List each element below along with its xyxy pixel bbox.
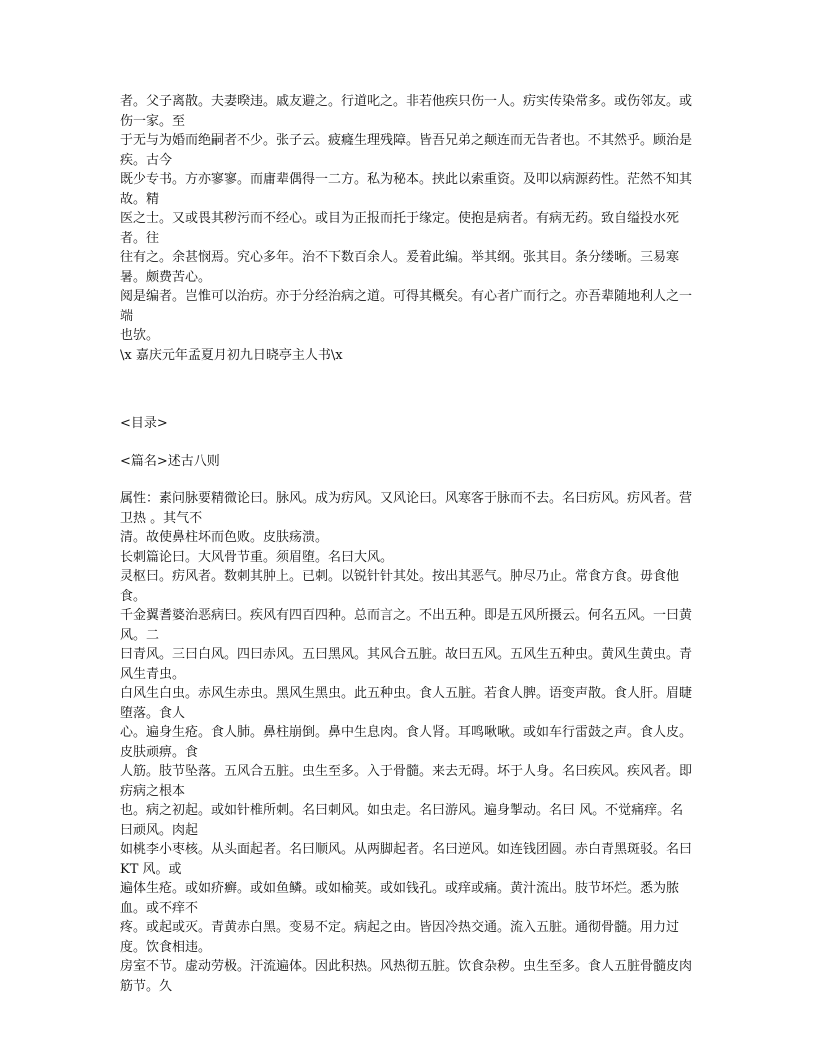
- body-line: 白风生白虫。赤风生赤虫。黑风生黑虫。此五种虫。食人五脏。若食人脾。语变声散。食人肝。眉睫堕落。食人: [120, 686, 693, 721]
- body-line: 也。病之初起。或如针椎所刺。名曰刺风。如虫走。名曰游风。遍身掣动。名曰 风。不觉痛痒。名曰顽风。肉起: [120, 803, 684, 838]
- preface-line: 既少专书。方亦寥寥。而庸辈偶得一二方。私为秘本。挟此以索重资。及叩以病源药性。茫然不知其故。精: [120, 172, 693, 207]
- preface-line: 阅是编者。岂惟可以治疠。亦于分经治病之道。可得其概矣。有心者广而行之。亦吾辈随地利人之一端: [120, 289, 693, 324]
- preface-line: 往有之。余甚悯焉。究心多年。治不下数百余人。爰着此编。举其纲。张其目。条分缕晰。三易寒暑。颇费苦心。: [120, 250, 680, 285]
- body-line: 曰青风。三曰白风。四曰赤风。五曰黑风。其风合五脏。故曰五风。五风生五种虫。黄风生黄虫。青风生青虫。: [120, 647, 693, 682]
- body-line: 疼。或起或灭。青黄赤白黑。变易不定。病起之由。皆因冷热交通。流入五脏。通彻骨髓。用力过度。饮食相违。: [120, 920, 680, 955]
- preface-line: 于无与为婚而绝嗣者不少。张子云。疲癃生理残障。皆吾兄弟之颠连而无告者也。不其然乎。顾治是疾。古今: [120, 133, 693, 168]
- body-line: 属性：素问脉要精微论曰。脉风。成为疠风。又风论曰。风寒客于脉而不去。名曰疠风。疠风者。营卫热 。其气不: [120, 491, 693, 526]
- body-line: 房室不节。虚动劳极。汗流遍体。因此积热。风热彻五脏。饮食杂秽。虫生至多。食人五脏骨髓皮肉筋节。久: [120, 959, 693, 994]
- body-line: 长刺篇论曰。大风骨节重。须眉堕。名曰大风。: [120, 549, 394, 565]
- body-line: 如桃李小枣核。从头面起者。名曰顺风。从两脚起者。名曰逆风。如连钱团圆。赤白青黑斑驳。名曰KT 风。或: [120, 842, 693, 877]
- section-spacer: [120, 434, 696, 452]
- body-section: [120, 489, 696, 996]
- toc-label: <目录>: [120, 416, 168, 431]
- body-line: 灵枢曰。疠风者。数刺其肿上。已刺。以锐针针其处。按出其恶气。肿尽乃止。常食方食。毋食他食。: [120, 569, 680, 604]
- document-page: [120, 92, 696, 996]
- body-line: 遍体生疮。或如疥癣。或如鱼鳞。或如榆荚。或如钱孔。或痒或痛。黄汁流出。肢节坏烂。悉为脓血。或不痒不: [120, 881, 680, 916]
- body-line: 清。故使鼻柱坏而色败。皮肤疡溃。: [120, 530, 329, 545]
- body-line: 心。遍身生疮。食人肺。鼻柱崩倒。鼻中生息肉。食人肾。耳鸣啾啾。或如车行雷鼓之声。食人皮。皮肤顽痹。食: [120, 725, 693, 760]
- body-line: 人筋。肢节坠落。五风合五脏。虫生至多。入于骨髓。来去无碍。坏于人身。名曰疾风。疾风者。即疠病之根本: [120, 764, 693, 799]
- section-spacer: [120, 365, 696, 414]
- preface-section: [120, 92, 696, 365]
- body-line: 千金翼耆婆治恶病曰。疾风有四百四种。总而言之。不出五种。即是五风所摄云。何名五风。一曰黄风。二: [120, 608, 693, 643]
- preface-line: 者。父子离散。夫妻暌违。戚友避之。行道叱之。非若他疾只伤一人。疠实传染常多。或伤邻友。或伤一家。至: [120, 94, 693, 129]
- preface-line: 也欤。: [120, 328, 160, 343]
- preface-signature: \x 嘉庆元年孟夏月初九日晓亭主人书\x: [120, 347, 343, 363]
- section-spacer: [120, 471, 696, 489]
- preface-line: 医之士。又或畏其秽污而不经心。或目为正报而托于缘定。使抱是病者。有病无药。致自缢投水死者。往: [120, 211, 680, 246]
- chapter-title: <篇名>述古八则: [120, 453, 220, 469]
